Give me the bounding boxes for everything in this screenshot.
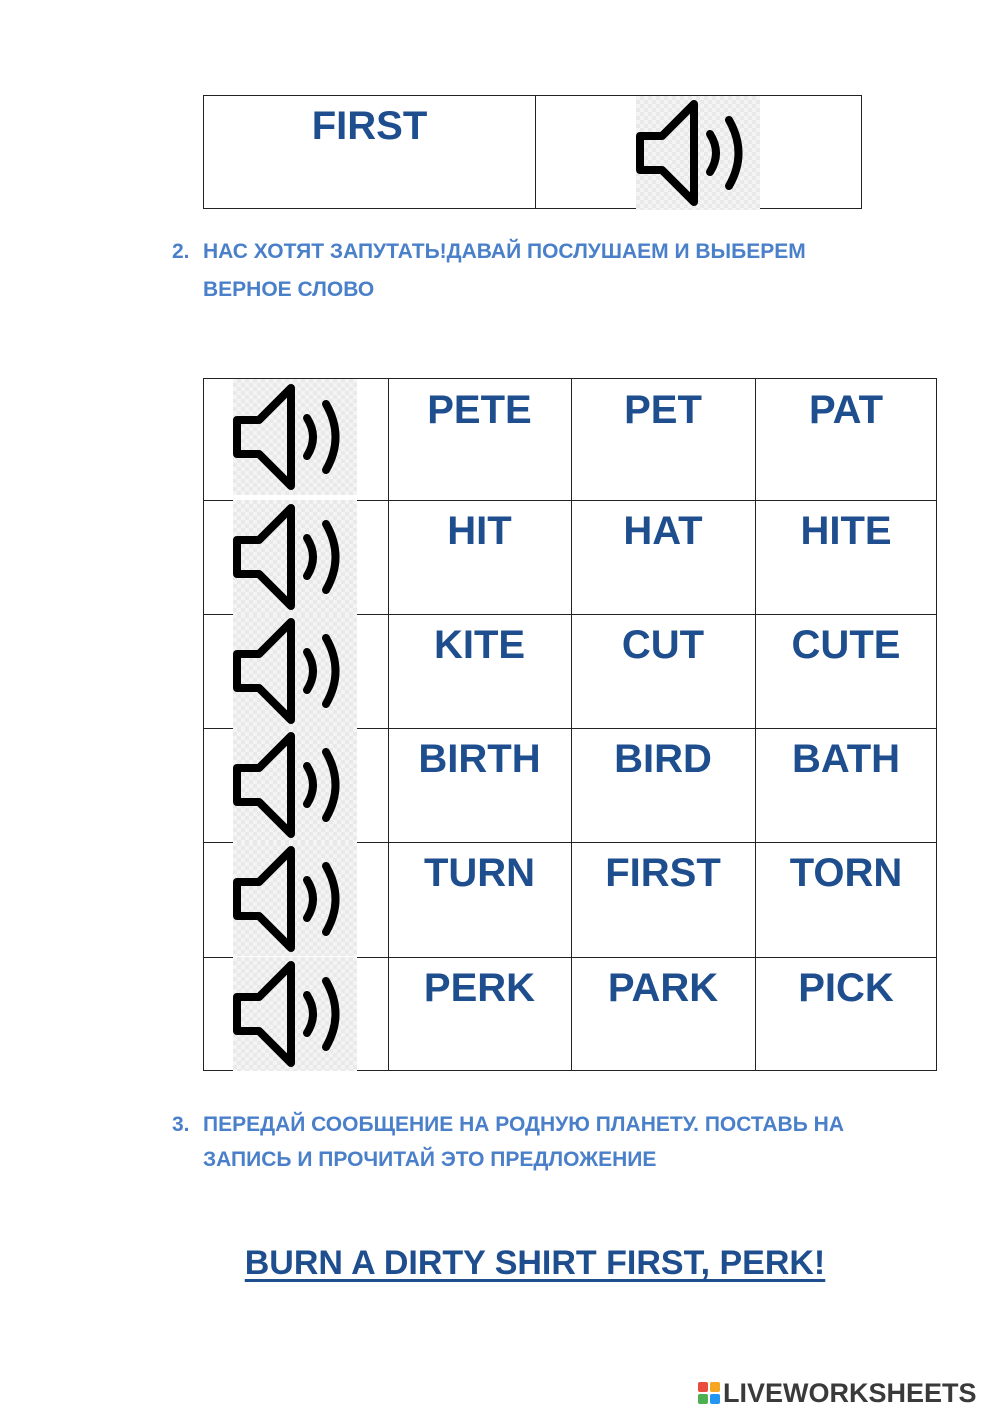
logo-square bbox=[710, 1382, 720, 1392]
logo-square bbox=[710, 1394, 720, 1404]
word-option[interactable]: PAT bbox=[808, 388, 884, 432]
top-answer-table bbox=[203, 95, 862, 209]
task-2-number: 2. bbox=[172, 240, 190, 263]
word-option[interactable]: BIRD bbox=[614, 737, 712, 781]
word-option[interactable]: TORN bbox=[789, 851, 903, 895]
logo-square bbox=[698, 1394, 708, 1404]
word-option[interactable]: HITE bbox=[800, 509, 892, 553]
speaker-icon[interactable] bbox=[233, 614, 357, 728]
word-option[interactable]: HAT bbox=[623, 509, 703, 553]
word-option[interactable]: KITE bbox=[433, 623, 526, 667]
word-option[interactable]: FIRST bbox=[605, 851, 721, 895]
word-option[interactable]: HIT bbox=[447, 509, 512, 553]
task-2-line-1: НАС ХОТЯТ ЗАПУТАТЬ!ДАВАЙ ПОСЛУШАЕМ И ВЫБЕРЕМ bbox=[203, 240, 806, 263]
word-option[interactable]: PET bbox=[624, 388, 702, 432]
speaker-icon[interactable] bbox=[233, 957, 357, 1071]
word-option[interactable]: BIRTH bbox=[418, 737, 541, 781]
logo-square bbox=[698, 1382, 708, 1392]
logo-text: LIVEWORKSHEETS bbox=[723, 1377, 977, 1408]
liveworksheets-logo bbox=[698, 1377, 977, 1408]
speaker-icon[interactable] bbox=[233, 500, 357, 614]
word-option[interactable]: PARK bbox=[607, 966, 719, 1010]
task-3-number: 3. bbox=[172, 1113, 190, 1136]
logo-mark bbox=[698, 1382, 720, 1404]
task-3-line-1: ПЕРЕДАЙ СООБЩЕНИЕ НА РОДНУЮ ПЛАНЕТУ. ПОСТАВЬ НА bbox=[203, 1113, 844, 1136]
word-option[interactable]: CUTE bbox=[791, 623, 901, 667]
task-2-line-2: ВЕРНОЕ СЛОВО bbox=[203, 278, 375, 301]
sentence-to-read: BURN A DIRTY SHIRT FIRST, PERK! bbox=[244, 1244, 826, 1282]
top-answer-word: FIRST bbox=[311, 104, 428, 148]
task-2-instruction bbox=[172, 233, 932, 313]
task-3-instruction bbox=[172, 1107, 932, 1183]
word-option[interactable]: CUT bbox=[621, 623, 705, 667]
word-option[interactable]: PICK bbox=[798, 966, 894, 1010]
word-option[interactable]: PETE bbox=[427, 388, 532, 432]
speaker-icon[interactable] bbox=[233, 379, 357, 495]
speaker-icon[interactable] bbox=[233, 728, 357, 842]
table-divider bbox=[535, 96, 536, 208]
word-option[interactable]: TURN bbox=[423, 851, 536, 895]
task-3-line-2: ЗАПИСЬ И ПРОЧИТАЙ ЭТО ПРЕДЛОЖЕНИЕ bbox=[203, 1148, 657, 1171]
speaker-icon[interactable] bbox=[636, 96, 760, 210]
speaker-icon[interactable] bbox=[233, 842, 357, 956]
word-option[interactable]: BATH bbox=[791, 737, 901, 781]
word-option[interactable]: PERK bbox=[423, 966, 536, 1010]
